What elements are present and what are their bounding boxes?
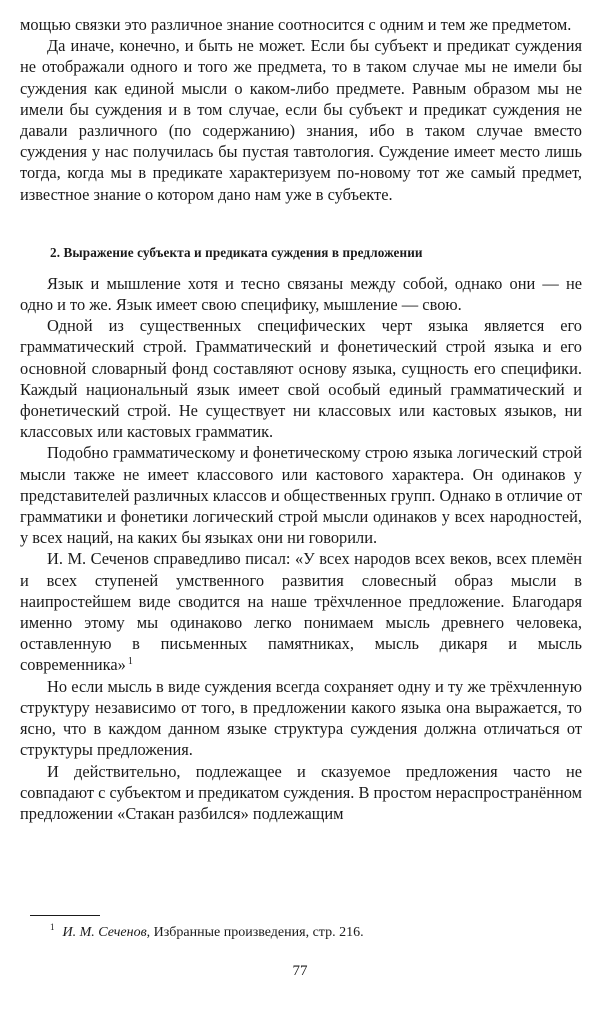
footnote: [50, 924, 364, 942]
paragraph-continuation: мощью связки это различное знание соотносится с одним и тем же предметом.: [20, 15, 572, 34]
paragraph: Язык и мышление хотя и тесно связаны между собой, однако они — не одно и то же. Язык имеет свою специфику, мышление — свою.: [20, 273, 582, 315]
footnote-reference[interactable]: 1: [127, 656, 133, 668]
paragraph: Да иначе, конечно, и быть не может. Если бы субъект и предикат суждения не отображали одного и того же предмета, то в таком случае мы не имели бы суждения как единой мысли о каком-либо предмете. Равным образом мы не имели бы суждения и в том случае, если бы субъект и предикат суждения не давали различного (по содержанию) знания, ибо в таком случае вместо суждения у нас получилась бы пустая тавтология. Суждение имеет место лишь тогда, когда мы в предикате характеризуем по-новому тот же самый предмет, известное знание о котором дано нам уже в субъекте.: [20, 36, 582, 204]
paragraph-text: И. М. Сеченов справедливо писал: «У всех народов всех веков, всех племён и всех ступеней умственного развития словесный образ мысли в наипростейшем виде сводится на наше трёхчленное предложение. Благодаря именно этому мы одинаково легко понимаем мысль древнего человека, оставленную в письменных памятниках, мысль дикаря и мысль современника»: [20, 549, 582, 675]
page-body: [20, 14, 582, 824]
footnote-author: И. М. Сеченов: [62, 925, 147, 940]
footnote-divider: [30, 915, 100, 916]
paragraph: Но если мысль в виде суждения всегда сохраняет одну и ту же трёхчленную структуру независимо от того, в предложении какого языка она выражается, то ясно, что в каждом данном языке структура суждения должна отличаться от структуры предложения.: [20, 676, 582, 760]
footnote-text: , Избранные произведения, стр. 216.: [146, 925, 364, 940]
paragraph-with-footnote: [20, 548, 582, 675]
paragraph: Одной из существенных специфических черт языка является его грамматический строй. Грамматический и фонетический строй языка и его основной словарный фонд составляют основу языка, сущность его специфики. Каждый национальный язык имеет свой особый единый грамматический и фонетический строй. Не существует ни классовых или кастовых языков, ни классовых или кастовых грамматик.: [20, 316, 582, 442]
paragraph: И действительно, подлежащее и сказуемое предложения часто не совпадают с субъектом и предикатом суждения. В простом нераспространённом предложении «Стакан разбился» подлежащим: [20, 761, 582, 823]
section-heading: 2. Выражение субъекта и предиката суждения в предложении: [50, 244, 423, 260]
page-number: 77: [292, 963, 308, 979]
footnote-number: 1: [50, 922, 55, 933]
paragraph: Подобно грамматическому и фонетическому строю языка логический строй мысли также не имеет классового или кастового характера. Он одинаков у представителей различных классов и общественных групп. Однако в отличие от грамматики и фонетики логический строй мысли одинаков у всех народностей, у всех наций, на каких бы языках они ни говорили.: [20, 443, 582, 548]
